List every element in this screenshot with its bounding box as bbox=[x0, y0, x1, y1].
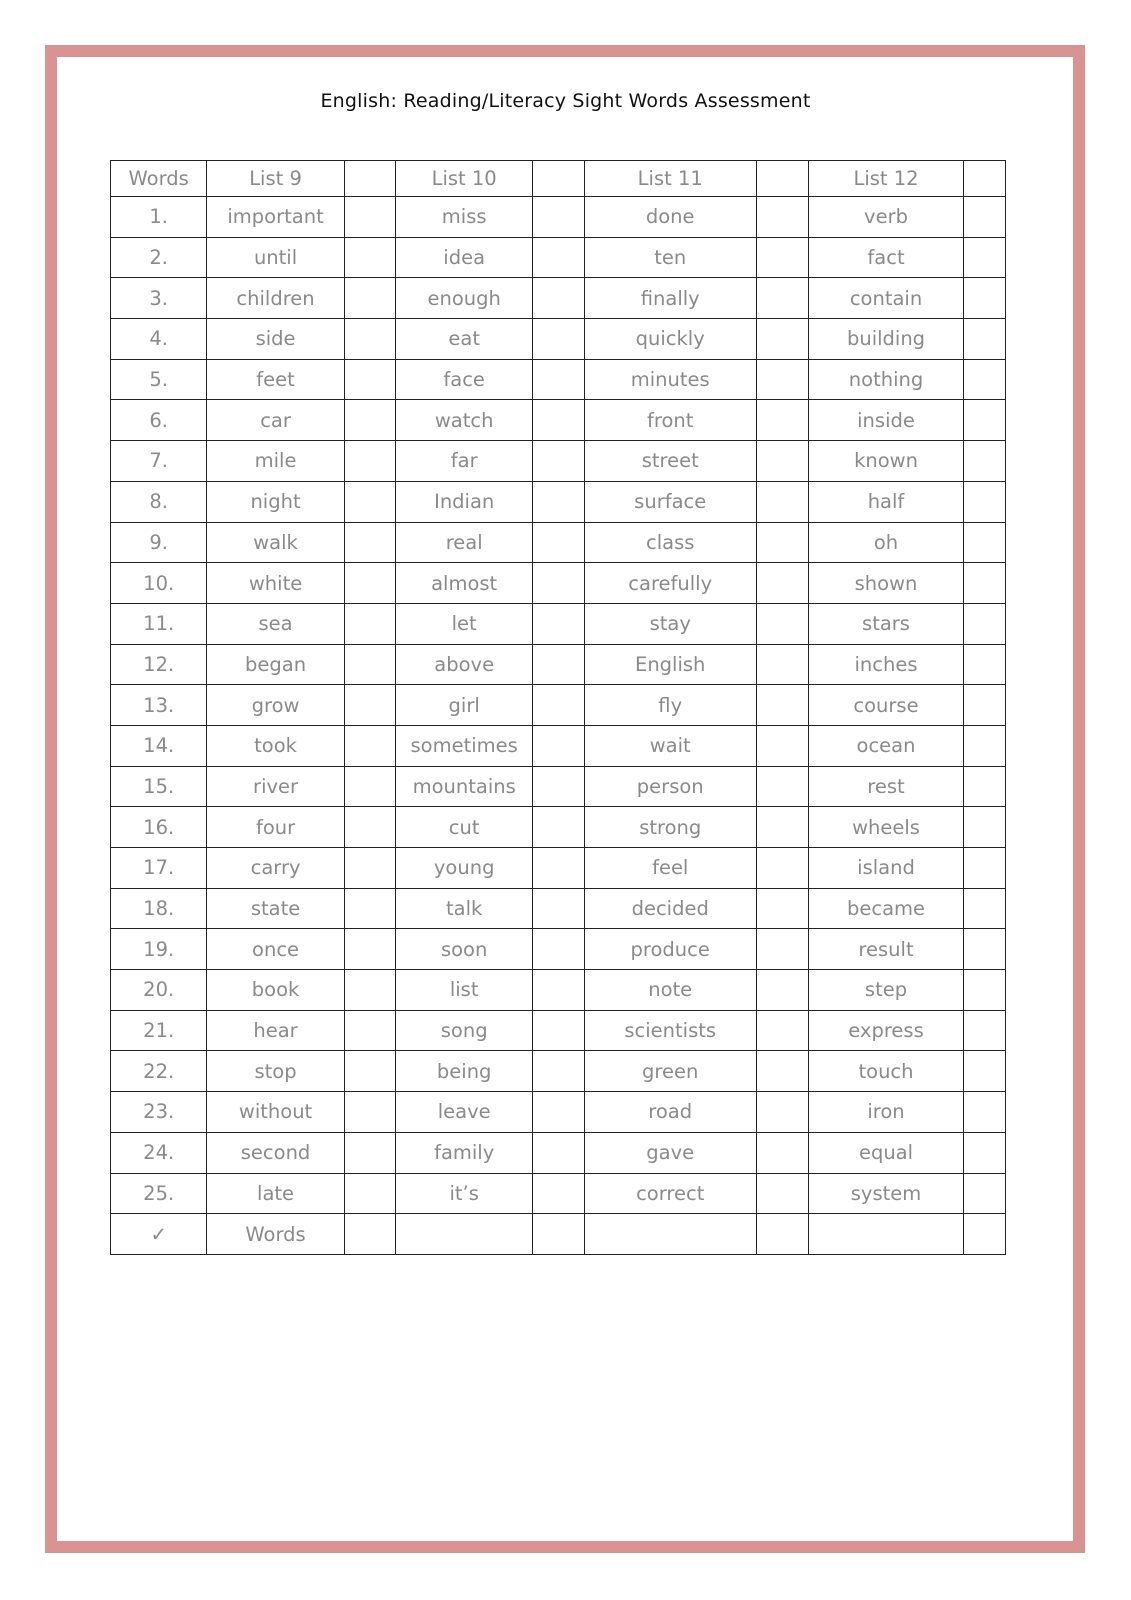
row-number: 24. bbox=[111, 1132, 207, 1173]
word-cell: song bbox=[395, 1010, 532, 1051]
score-cell[interactable] bbox=[756, 766, 808, 807]
word-cell: state bbox=[207, 888, 344, 929]
table-row bbox=[111, 603, 1006, 644]
word-cell: above bbox=[395, 644, 532, 685]
score-cell[interactable] bbox=[533, 644, 584, 685]
row-number: 19. bbox=[111, 929, 207, 970]
word-cell: white bbox=[207, 563, 344, 604]
score-cell[interactable] bbox=[533, 563, 584, 604]
word-cell: result bbox=[809, 929, 964, 970]
score-cell[interactable] bbox=[533, 848, 584, 889]
score-cell[interactable] bbox=[533, 197, 584, 238]
score-cell[interactable] bbox=[533, 807, 584, 848]
score-cell[interactable] bbox=[344, 237, 395, 278]
score-cell[interactable] bbox=[533, 929, 584, 970]
table-row bbox=[111, 359, 1006, 400]
word-cell: until bbox=[207, 237, 344, 278]
score-cell[interactable] bbox=[533, 237, 584, 278]
table-row bbox=[111, 929, 1006, 970]
word-cell: fact bbox=[809, 237, 964, 278]
word-cell: wheels bbox=[809, 807, 964, 848]
word-cell: talk bbox=[395, 888, 532, 929]
score-cell[interactable] bbox=[963, 685, 1005, 726]
row-number: 16. bbox=[111, 807, 207, 848]
table-row bbox=[111, 807, 1006, 848]
score-cell[interactable] bbox=[344, 400, 395, 441]
score-cell[interactable] bbox=[756, 197, 808, 238]
row-number: 13. bbox=[111, 685, 207, 726]
word-cell: far bbox=[395, 441, 532, 482]
score-cell[interactable] bbox=[756, 888, 808, 929]
table-row bbox=[111, 766, 1006, 807]
score-cell[interactable] bbox=[533, 278, 584, 319]
row-number: 22. bbox=[111, 1051, 207, 1092]
word-cell: course bbox=[809, 685, 964, 726]
word-cell: list bbox=[395, 970, 532, 1011]
score-cell[interactable] bbox=[533, 888, 584, 929]
word-cell: quickly bbox=[584, 319, 756, 360]
table-header-row bbox=[111, 161, 1006, 197]
score-cell[interactable] bbox=[344, 1214, 395, 1255]
score-cell[interactable] bbox=[963, 1051, 1005, 1092]
word-cell: grow bbox=[207, 685, 344, 726]
score-cell[interactable] bbox=[963, 161, 1005, 197]
row-number: 17. bbox=[111, 848, 207, 889]
score-cell[interactable] bbox=[756, 481, 808, 522]
table-row bbox=[111, 237, 1006, 278]
word-cell: rest bbox=[809, 766, 964, 807]
row-number: 9. bbox=[111, 522, 207, 563]
row-number: 1. bbox=[111, 197, 207, 238]
table-row bbox=[111, 319, 1006, 360]
total-row bbox=[111, 1214, 1006, 1255]
score-cell[interactable] bbox=[533, 725, 584, 766]
score-cell[interactable] bbox=[756, 929, 808, 970]
word-cell: face bbox=[395, 359, 532, 400]
total-words-label: Words bbox=[207, 1214, 344, 1255]
table-row bbox=[111, 278, 1006, 319]
word-cell: second bbox=[207, 1132, 344, 1173]
score-cell[interactable] bbox=[344, 319, 395, 360]
score-cell[interactable] bbox=[963, 1132, 1005, 1173]
score-cell[interactable] bbox=[963, 1173, 1005, 1214]
table-row bbox=[111, 441, 1006, 482]
word-cell: front bbox=[584, 400, 756, 441]
word-cell: soon bbox=[395, 929, 532, 970]
score-cell[interactable] bbox=[533, 603, 584, 644]
score-cell[interactable] bbox=[533, 1051, 584, 1092]
row-number: 6. bbox=[111, 400, 207, 441]
word-cell: gave bbox=[584, 1132, 756, 1173]
word-cell: stars bbox=[809, 603, 964, 644]
score-cell[interactable] bbox=[963, 807, 1005, 848]
score-cell[interactable] bbox=[963, 359, 1005, 400]
word-cell: idea bbox=[395, 237, 532, 278]
score-cell[interactable] bbox=[756, 848, 808, 889]
row-number: 15. bbox=[111, 766, 207, 807]
score-cell[interactable] bbox=[963, 644, 1005, 685]
score-cell[interactable] bbox=[963, 1010, 1005, 1051]
word-cell: fly bbox=[584, 685, 756, 726]
score-cell[interactable] bbox=[963, 237, 1005, 278]
table-row bbox=[111, 685, 1006, 726]
word-cell: four bbox=[207, 807, 344, 848]
word-cell: finally bbox=[584, 278, 756, 319]
word-cell: scientists bbox=[584, 1010, 756, 1051]
word-cell: note bbox=[584, 970, 756, 1011]
word-cell: ocean bbox=[809, 725, 964, 766]
table-row bbox=[111, 1051, 1006, 1092]
word-cell: feel bbox=[584, 848, 756, 889]
score-cell[interactable] bbox=[963, 563, 1005, 604]
word-cell: equal bbox=[809, 1132, 964, 1173]
score-cell[interactable] bbox=[344, 1173, 395, 1214]
score-cell[interactable] bbox=[963, 888, 1005, 929]
word-cell: mile bbox=[207, 441, 344, 482]
word-cell: young bbox=[395, 848, 532, 889]
score-cell[interactable] bbox=[963, 725, 1005, 766]
word-cell: touch bbox=[809, 1051, 964, 1092]
score-cell[interactable] bbox=[756, 278, 808, 319]
score-cell[interactable] bbox=[344, 603, 395, 644]
score-cell[interactable] bbox=[756, 644, 808, 685]
score-cell[interactable] bbox=[756, 237, 808, 278]
score-cell[interactable] bbox=[963, 278, 1005, 319]
score-cell[interactable] bbox=[756, 563, 808, 604]
word-cell: children bbox=[207, 278, 344, 319]
row-number: 11. bbox=[111, 603, 207, 644]
row-number: 14. bbox=[111, 725, 207, 766]
score-cell[interactable] bbox=[963, 522, 1005, 563]
word-cell: mountains bbox=[395, 766, 532, 807]
score-cell[interactable] bbox=[756, 970, 808, 1011]
table-row bbox=[111, 1132, 1006, 1173]
word-cell: feet bbox=[207, 359, 344, 400]
row-number: 25. bbox=[111, 1173, 207, 1214]
score-cell[interactable] bbox=[756, 1092, 808, 1133]
row-number: 2. bbox=[111, 237, 207, 278]
row-number: 21. bbox=[111, 1010, 207, 1051]
word-cell: walk bbox=[207, 522, 344, 563]
score-cell[interactable] bbox=[963, 929, 1005, 970]
score-cell[interactable] bbox=[963, 970, 1005, 1011]
score-cell[interactable] bbox=[344, 1132, 395, 1173]
word-cell: person bbox=[584, 766, 756, 807]
word-cell: real bbox=[395, 522, 532, 563]
table-row bbox=[111, 1010, 1006, 1051]
word-cell: river bbox=[207, 766, 344, 807]
word-cell: eat bbox=[395, 319, 532, 360]
header-list-12: List 12 bbox=[809, 161, 964, 197]
header-list-11: List 11 bbox=[584, 161, 756, 197]
score-cell[interactable] bbox=[344, 929, 395, 970]
word-cell: book bbox=[207, 970, 344, 1011]
word-cell: family bbox=[395, 1132, 532, 1173]
word-cell: girl bbox=[395, 685, 532, 726]
score-cell[interactable] bbox=[963, 766, 1005, 807]
row-number: 18. bbox=[111, 888, 207, 929]
score-cell[interactable] bbox=[963, 319, 1005, 360]
word-cell: cut bbox=[395, 807, 532, 848]
word-cell: side bbox=[207, 319, 344, 360]
score-cell[interactable] bbox=[344, 481, 395, 522]
word-cell: without bbox=[207, 1092, 344, 1133]
score-cell[interactable] bbox=[344, 685, 395, 726]
score-cell[interactable] bbox=[756, 522, 808, 563]
sight-words-table bbox=[110, 160, 1006, 1255]
word-cell: surface bbox=[584, 481, 756, 522]
check-mark-icon: ✓ bbox=[111, 1214, 207, 1255]
row-number: 5. bbox=[111, 359, 207, 400]
header-words: Words bbox=[111, 161, 207, 197]
score-cell[interactable] bbox=[533, 1173, 584, 1214]
table-row bbox=[111, 400, 1006, 441]
score-cell[interactable] bbox=[963, 603, 1005, 644]
word-cell: done bbox=[584, 197, 756, 238]
word-cell: important bbox=[207, 197, 344, 238]
word-cell: contain bbox=[809, 278, 964, 319]
word-cell: green bbox=[584, 1051, 756, 1092]
score-cell[interactable] bbox=[756, 1214, 808, 1255]
word-cell: shown bbox=[809, 563, 964, 604]
score-cell[interactable] bbox=[756, 685, 808, 726]
score-cell[interactable] bbox=[344, 1051, 395, 1092]
score-cell[interactable] bbox=[344, 848, 395, 889]
table-row bbox=[111, 848, 1006, 889]
word-cell: half bbox=[809, 481, 964, 522]
score-cell[interactable] bbox=[533, 359, 584, 400]
word-cell: known bbox=[809, 441, 964, 482]
total-words-cell[interactable] bbox=[395, 1214, 532, 1255]
score-cell[interactable] bbox=[344, 725, 395, 766]
row-number: 7. bbox=[111, 441, 207, 482]
word-cell: correct bbox=[584, 1173, 756, 1214]
page-title: English: Reading/Literacy Sight Words Assessment bbox=[320, 90, 811, 112]
word-cell: carry bbox=[207, 848, 344, 889]
word-cell: let bbox=[395, 603, 532, 644]
word-cell: oh bbox=[809, 522, 964, 563]
score-cell[interactable] bbox=[963, 1214, 1005, 1255]
word-cell: being bbox=[395, 1051, 532, 1092]
score-cell[interactable] bbox=[756, 1051, 808, 1092]
total-words-cell[interactable] bbox=[584, 1214, 756, 1255]
table-row bbox=[111, 644, 1006, 685]
word-cell: inside bbox=[809, 400, 964, 441]
score-cell[interactable] bbox=[344, 161, 395, 197]
word-cell: English bbox=[584, 644, 756, 685]
row-number: 3. bbox=[111, 278, 207, 319]
score-cell[interactable] bbox=[344, 1092, 395, 1133]
word-cell: verb bbox=[809, 197, 964, 238]
table-row bbox=[111, 563, 1006, 604]
word-cell: car bbox=[207, 400, 344, 441]
word-cell: enough bbox=[395, 278, 532, 319]
score-cell[interactable] bbox=[344, 563, 395, 604]
table-row bbox=[111, 1092, 1006, 1133]
score-cell[interactable] bbox=[344, 970, 395, 1011]
score-cell[interactable] bbox=[344, 359, 395, 400]
table-row bbox=[111, 522, 1006, 563]
header-list-10: List 10 bbox=[395, 161, 532, 197]
word-cell: it’s bbox=[395, 1173, 532, 1214]
word-cell: once bbox=[207, 929, 344, 970]
word-cell: sometimes bbox=[395, 725, 532, 766]
word-cell: hear bbox=[207, 1010, 344, 1051]
table-row bbox=[111, 970, 1006, 1011]
word-cell: late bbox=[207, 1173, 344, 1214]
word-cell: nothing bbox=[809, 359, 964, 400]
word-cell: produce bbox=[584, 929, 756, 970]
row-number: 20. bbox=[111, 970, 207, 1011]
word-cell: began bbox=[207, 644, 344, 685]
score-cell[interactable] bbox=[963, 197, 1005, 238]
word-cell: street bbox=[584, 441, 756, 482]
word-cell: watch bbox=[395, 400, 532, 441]
word-cell: took bbox=[207, 725, 344, 766]
score-cell[interactable] bbox=[963, 481, 1005, 522]
header-list-9: List 9 bbox=[207, 161, 344, 197]
score-cell[interactable] bbox=[963, 848, 1005, 889]
row-number: 10. bbox=[111, 563, 207, 604]
word-cell: ten bbox=[584, 237, 756, 278]
score-cell[interactable] bbox=[756, 319, 808, 360]
word-cell: miss bbox=[395, 197, 532, 238]
score-cell[interactable] bbox=[533, 319, 584, 360]
row-number: 4. bbox=[111, 319, 207, 360]
score-cell[interactable] bbox=[533, 1092, 584, 1133]
score-cell[interactable] bbox=[344, 441, 395, 482]
word-cell: stop bbox=[207, 1051, 344, 1092]
score-cell[interactable] bbox=[756, 807, 808, 848]
word-cell: step bbox=[809, 970, 964, 1011]
score-cell[interactable] bbox=[344, 197, 395, 238]
word-cell: system bbox=[809, 1173, 964, 1214]
score-cell[interactable] bbox=[533, 970, 584, 1011]
table-row bbox=[111, 481, 1006, 522]
score-cell[interactable] bbox=[533, 161, 584, 197]
total-words-cell[interactable] bbox=[809, 1214, 964, 1255]
word-cell: class bbox=[584, 522, 756, 563]
word-cell: carefully bbox=[584, 563, 756, 604]
score-cell[interactable] bbox=[756, 1173, 808, 1214]
word-cell: building bbox=[809, 319, 964, 360]
score-cell[interactable] bbox=[533, 481, 584, 522]
score-cell[interactable] bbox=[963, 441, 1005, 482]
score-cell[interactable] bbox=[344, 522, 395, 563]
table-row bbox=[111, 888, 1006, 929]
row-number: 8. bbox=[111, 481, 207, 522]
score-cell[interactable] bbox=[756, 400, 808, 441]
word-cell: almost bbox=[395, 563, 532, 604]
score-cell[interactable] bbox=[963, 400, 1005, 441]
score-cell[interactable] bbox=[756, 441, 808, 482]
word-cell: sea bbox=[207, 603, 344, 644]
word-cell: strong bbox=[584, 807, 756, 848]
score-cell[interactable] bbox=[533, 1214, 584, 1255]
word-cell: road bbox=[584, 1092, 756, 1133]
table-row bbox=[111, 725, 1006, 766]
score-cell[interactable] bbox=[344, 888, 395, 929]
table-row bbox=[111, 1173, 1006, 1214]
table-row bbox=[111, 197, 1006, 238]
score-cell[interactable] bbox=[756, 359, 808, 400]
row-number: 12. bbox=[111, 644, 207, 685]
word-cell: became bbox=[809, 888, 964, 929]
score-cell[interactable] bbox=[963, 1092, 1005, 1133]
score-cell[interactable] bbox=[344, 644, 395, 685]
score-cell[interactable] bbox=[533, 441, 584, 482]
score-cell[interactable] bbox=[533, 1010, 584, 1051]
score-cell[interactable] bbox=[533, 685, 584, 726]
score-cell[interactable] bbox=[344, 766, 395, 807]
score-cell[interactable] bbox=[533, 766, 584, 807]
score-cell[interactable] bbox=[344, 278, 395, 319]
score-cell[interactable] bbox=[756, 603, 808, 644]
score-cell[interactable] bbox=[533, 400, 584, 441]
word-cell: inches bbox=[809, 644, 964, 685]
score-cell[interactable] bbox=[756, 725, 808, 766]
word-cell: night bbox=[207, 481, 344, 522]
word-cell: stay bbox=[584, 603, 756, 644]
word-cell: Indian bbox=[395, 481, 532, 522]
word-cell: express bbox=[809, 1010, 964, 1051]
word-cell: minutes bbox=[584, 359, 756, 400]
score-cell[interactable] bbox=[533, 522, 584, 563]
row-number: 23. bbox=[111, 1092, 207, 1133]
score-cell[interactable] bbox=[533, 1132, 584, 1173]
word-cell: wait bbox=[584, 725, 756, 766]
word-cell: leave bbox=[395, 1092, 532, 1133]
score-cell[interactable] bbox=[756, 1010, 808, 1051]
score-cell[interactable] bbox=[756, 1132, 808, 1173]
word-cell: iron bbox=[809, 1092, 964, 1133]
score-cell[interactable] bbox=[756, 161, 808, 197]
word-cell: island bbox=[809, 848, 964, 889]
word-cell: decided bbox=[584, 888, 756, 929]
score-cell[interactable] bbox=[344, 807, 395, 848]
score-cell[interactable] bbox=[344, 1010, 395, 1051]
